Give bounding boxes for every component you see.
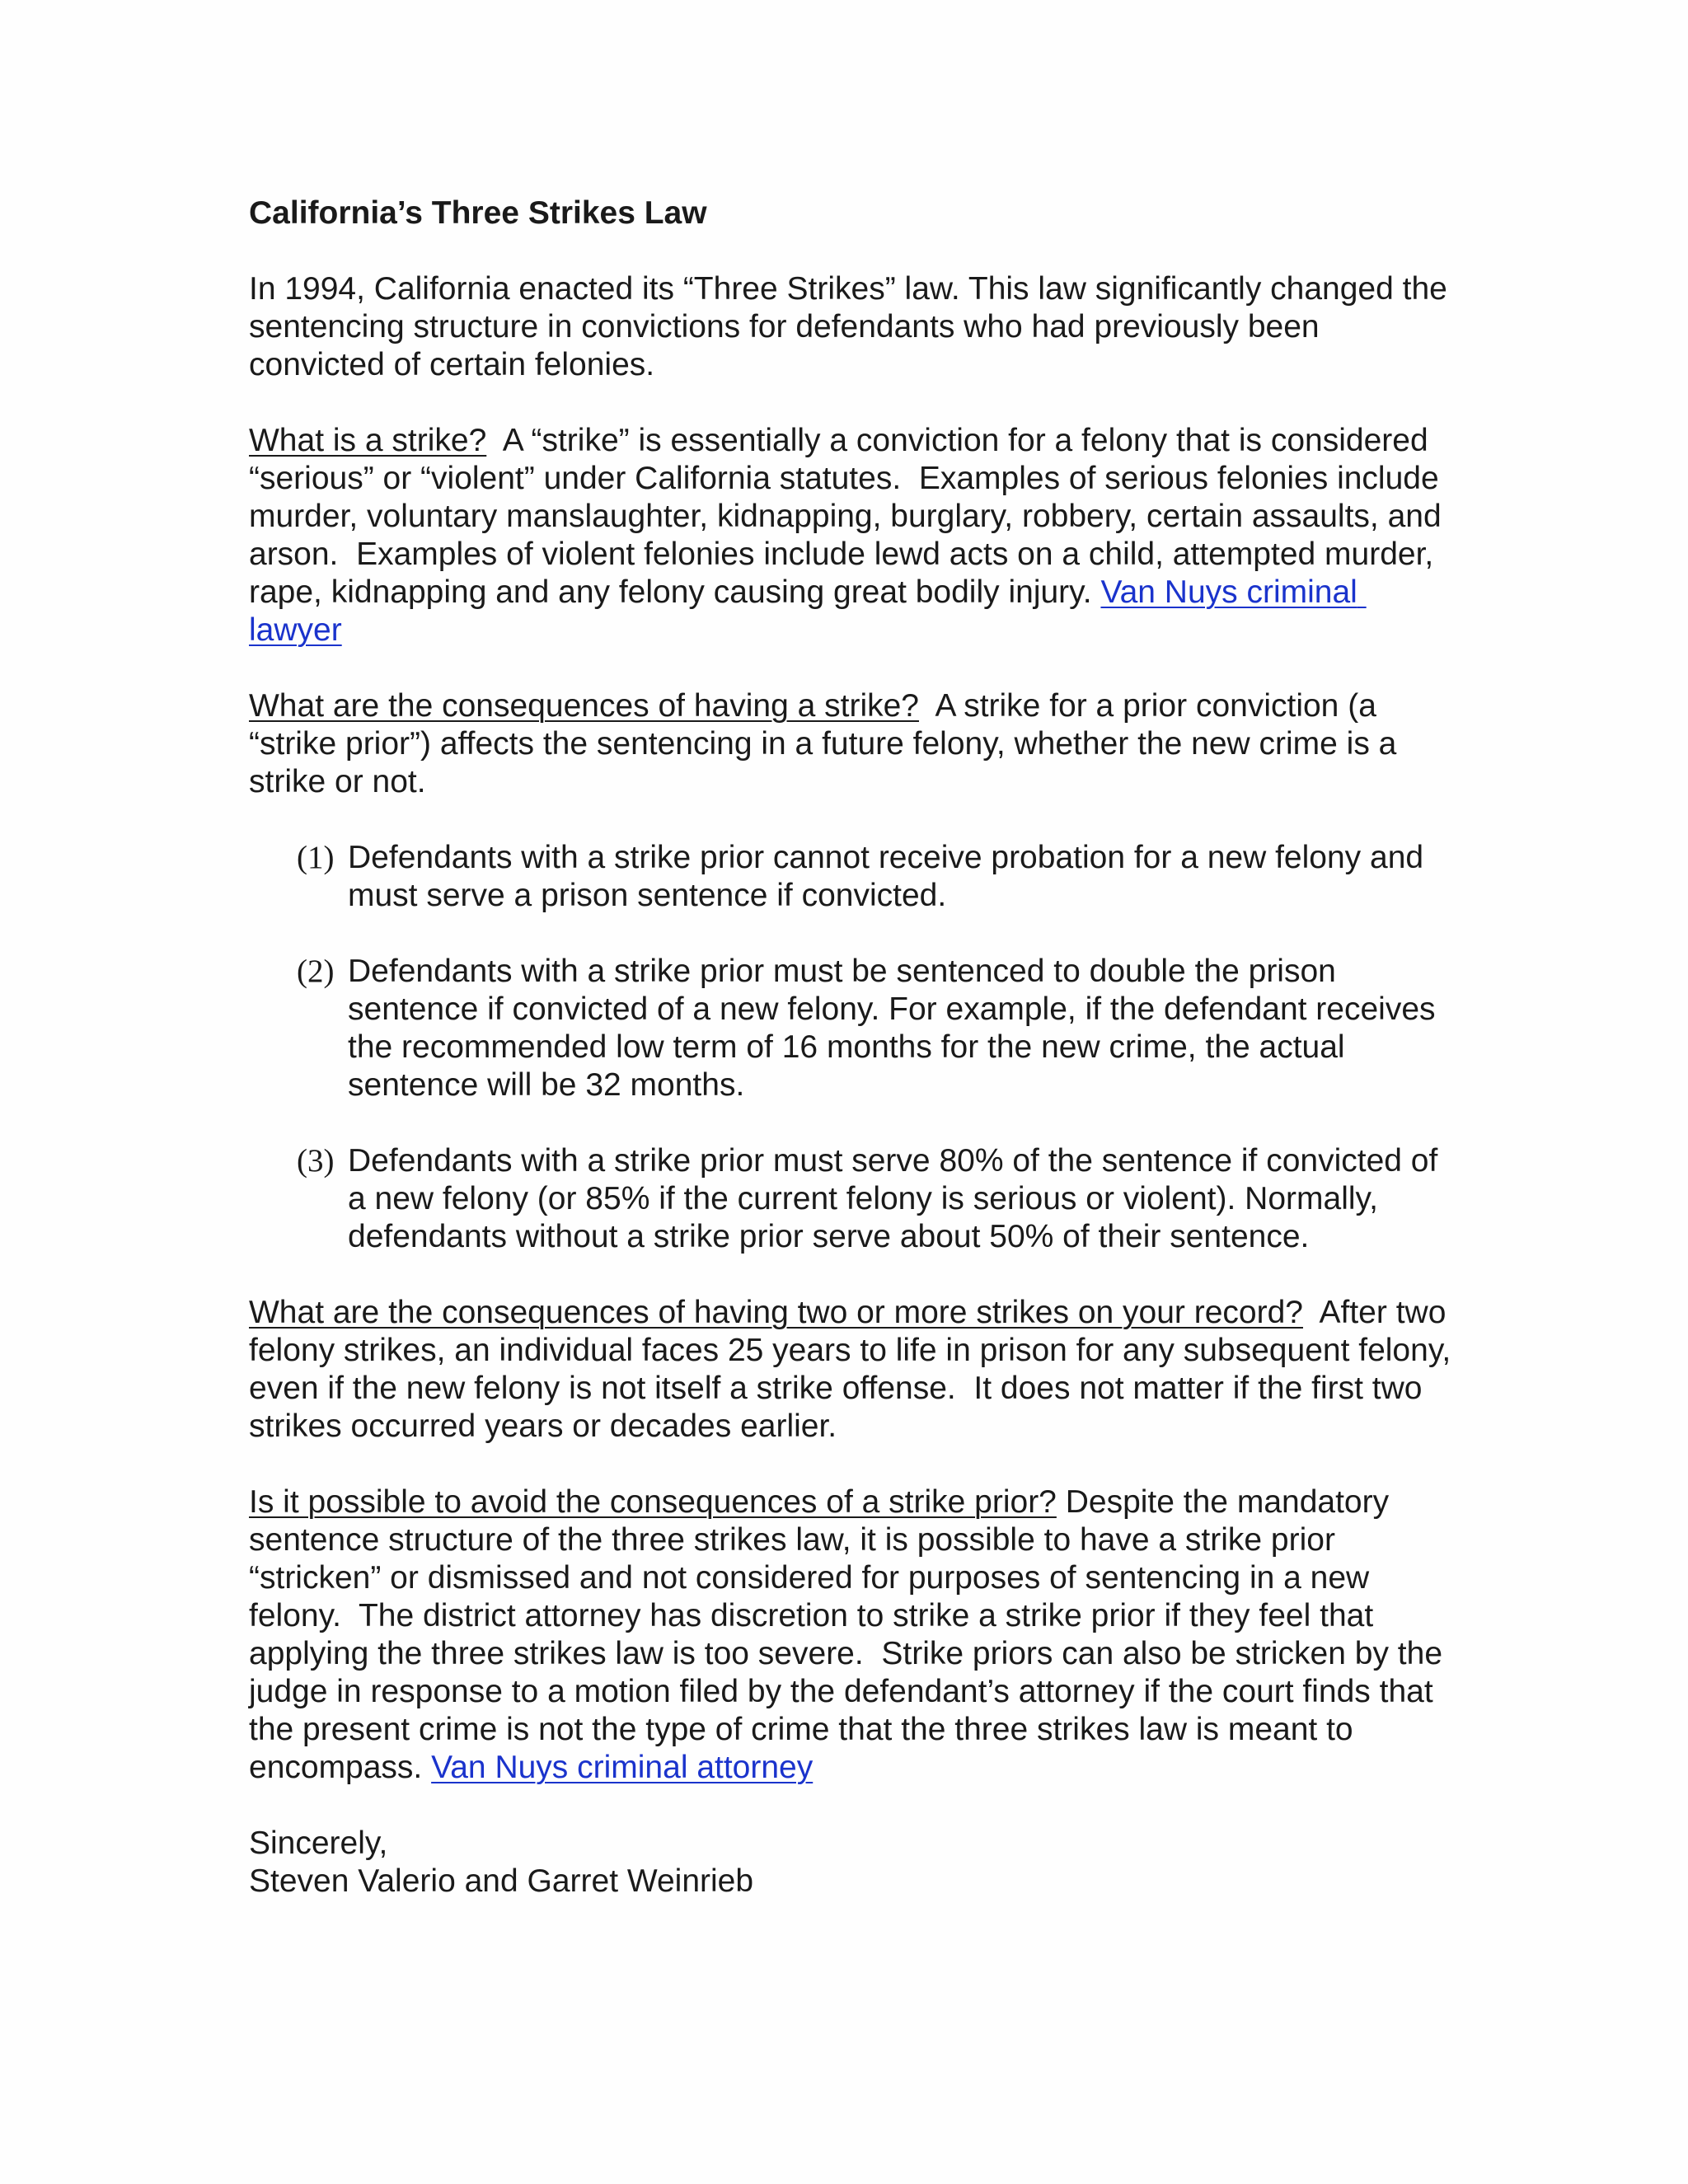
- section-avoid-consequences: [249, 1483, 1452, 1787]
- section-what-is-strike: [249, 422, 1452, 649]
- section-body: Despite the mandatory sentence structure of the three strikes law, it is possible to have a strike prior “stricken” or dismissed and not considered for purposes of sentencing in a new felony. The district attorney has discretion to strike a strike prior if they feel that applying the three strikes law is too severe. Strike priors can also be stricken by the judge in response to a motion filed by the defendant’s attorney if the court finds that the present crime is not the type of crime that the three strikes law is meant to encompass.: [249, 1484, 1451, 1785]
- list-item-number: (2): [297, 954, 335, 989]
- list-item-number: (3): [297, 1143, 335, 1179]
- section-body: A strike for a prior conviction (a “strike prior”) affects the sentencing in a future felony, whether the new crime is a strike or not.: [249, 688, 1406, 799]
- section-heading: What are the consequences of having two or more strikes on your record?: [249, 1295, 1303, 1330]
- list-item-text: Defendants with a strike prior must be sentenced to double the prison sentence if convicted of a new felony. For example, if the defendant receives the recommended low term of 16 months for the new crime, the actual sentence will be 32 months.: [348, 954, 1436, 1103]
- list-item-number: (1): [297, 840, 335, 875]
- intro-paragraph: In 1994, California enacted its “Three Strikes” law. This law significantly changed the sentencing structure in convictions for defendants who had previously been convicted of certain felonies.: [249, 271, 1447, 382]
- section-body: After two felony strikes, an individual faces 25 years to life in prison for any subsequent felony, even if the new felony is not itself a strike offense. It does not matter if the first two strikes occurred years or decades earlier.: [249, 1295, 1461, 1444]
- section-body: A “strike” is essentially a conviction for a felony that is considered “serious” or “violent” under California statutes. Examples of serious felonies include murder, voluntary manslaughter, kidnapping, burglary, robbery, certain assaults, and arson. Examples of violent felonies include lewd acts on a child, attempted murder, rape, kidnapping and any felony causing great bodily injury.: [249, 423, 1451, 610]
- section-heading: What is a strike?: [249, 423, 487, 458]
- van-nuys-lawyer-link[interactable]: Van Nuys criminal lawyer: [249, 574, 1367, 648]
- section-consequences-two: [249, 1294, 1461, 1446]
- document-title: California’s Three Strikes Law: [249, 195, 707, 231]
- list-item: [249, 953, 1452, 1104]
- van-nuys-attorney-link[interactable]: Van Nuys criminal attorney: [431, 1750, 814, 1785]
- list-item-text: Defendants with a strike prior must serve 80% of the sentence if convicted of a new felony (or 85% if the current felony is serious or violent). Normally, defendants without a strike prior serve about 50% of their sentence.: [348, 1143, 1438, 1254]
- closing-salutation: Sincerely,: [249, 1825, 388, 1861]
- list-item: [249, 1142, 1452, 1256]
- closing-block: [249, 1825, 1452, 1900]
- section-heading: What are the consequences of having a strike?: [249, 688, 919, 724]
- section-heading: Is it possible to avoid the consequences of a strike prior?: [249, 1484, 1057, 1520]
- list-item: [249, 839, 1452, 915]
- section-consequences-one: [249, 687, 1452, 801]
- signature: Steven Valerio and Garret Weinrieb: [249, 1863, 754, 1899]
- document-page: [249, 194, 1461, 1900]
- list-item-text: Defendants with a strike prior cannot receive probation for a new felony and must serve a prison sentence if convicted.: [348, 840, 1424, 913]
- consequences-list: [249, 839, 1452, 1256]
